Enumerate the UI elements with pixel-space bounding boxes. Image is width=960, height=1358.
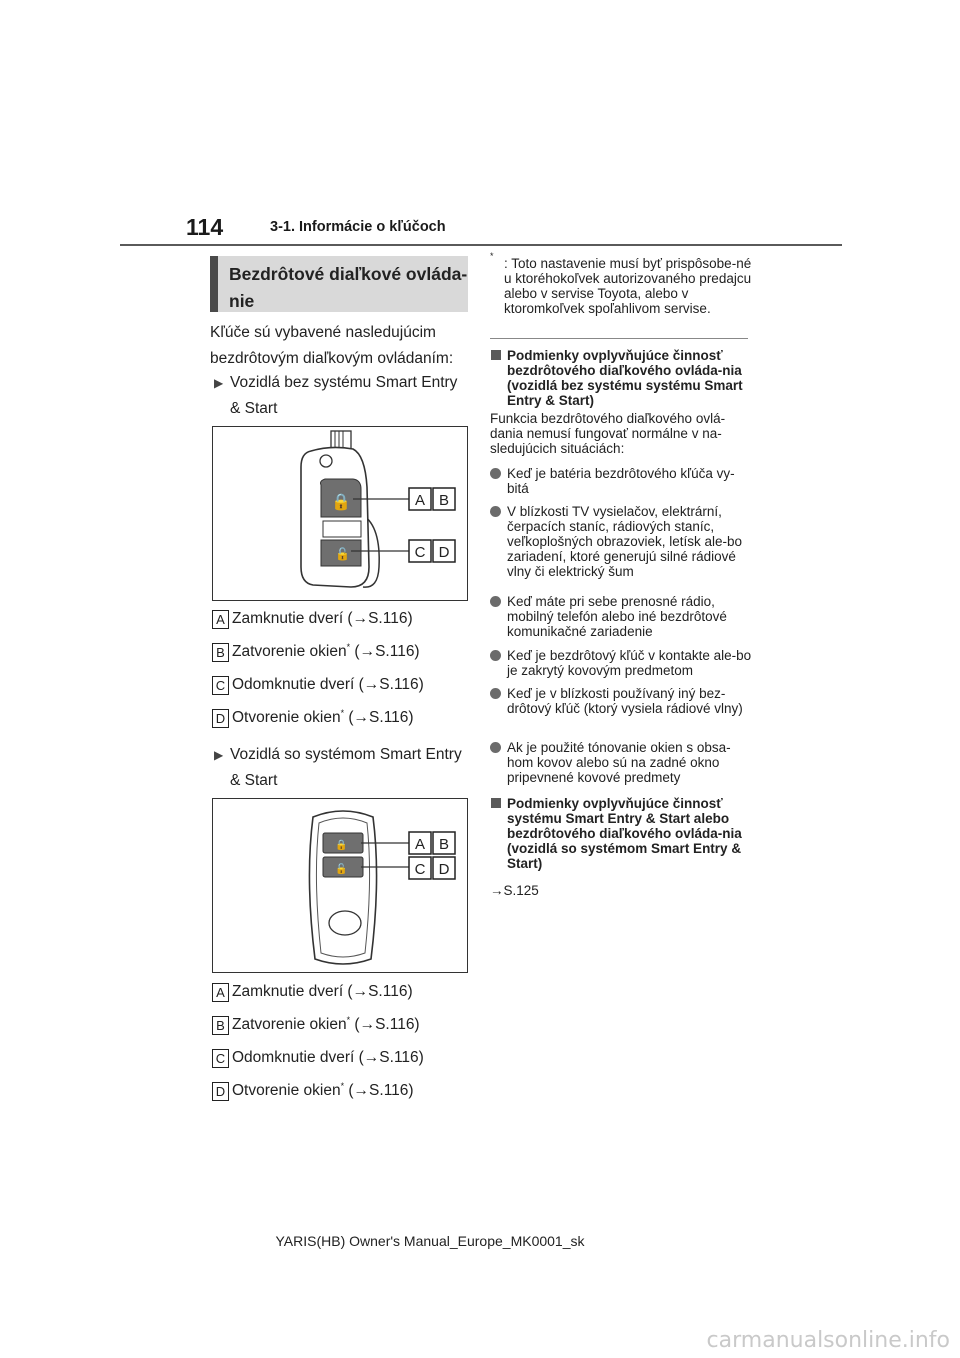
- legend-letter: B: [212, 643, 229, 662]
- legend-text: Zamknutie dverí (→S.116): [232, 610, 413, 627]
- legend-letter: D: [212, 1082, 229, 1101]
- legend-letter: A: [212, 610, 229, 629]
- legend-letter: A: [212, 983, 229, 1002]
- bullet-item: Keď máte pri sebe prenosné rádio, mobilný telefón alebo iné bezdrôtové komunikačné zariadenie: [490, 594, 752, 639]
- watermark: carmanualsonline.info: [706, 1328, 950, 1353]
- fig1-label-c: C: [414, 544, 426, 561]
- box-title: Bezdrôtové diaľkové ovláda-nie: [210, 256, 468, 312]
- footnote-star: *: [340, 707, 345, 718]
- footnote-star: *: [346, 641, 351, 652]
- smart-key-illustration: [213, 799, 467, 972]
- legend-text: Otvorenie okien* (→S.116): [232, 707, 414, 726]
- bullet-item: Keď je batéria bezdrôtového kľúča vy-bitá: [490, 466, 752, 496]
- circle-bullet-icon: [490, 506, 501, 517]
- bullet-item: V blízkosti TV vysielačov, elektrární, čerpacích staníc, rádiových staníc, veľkoplošných obrazoviek, letísk ale-bo zariadení, ktoré generujú silné rádiové vlny či elektrický šum: [490, 504, 752, 579]
- footnote: * : Toto nastavenie musí byť prispôsobe-né u ktoréhokoľvek autorizovaného predajcu alebo v servise Toyota, alebo v ktoromkoľvek spoľahlivom servise.: [490, 251, 752, 316]
- svg-text:🔒: 🔒: [335, 840, 348, 851]
- legend-text: Odomknutie dverí (→S.116): [232, 1049, 424, 1066]
- legend-letter: C: [212, 676, 229, 695]
- circle-bullet-icon: [490, 468, 501, 479]
- fig2-label-b: B: [438, 836, 450, 853]
- footnote-star: *: [346, 1014, 351, 1025]
- fig1-label-a: A: [414, 492, 426, 509]
- page-reference-link[interactable]: →S.125: [490, 883, 539, 898]
- variant-label: Vozidlá bez systému Smart Entry & Start: [230, 374, 458, 417]
- fig1-label-d: D: [438, 544, 450, 561]
- square-bullet-icon: [491, 798, 501, 808]
- section-title: 3-1. Informácie o kľúčoch: [270, 219, 446, 235]
- legend-text: Zatvorenie okien* (→S.116): [232, 641, 420, 660]
- circle-bullet-icon: [490, 688, 501, 699]
- footer: [0, 1233, 960, 1249]
- footnote-rule: [490, 338, 748, 339]
- variant-label: Vozidlá so systémom Smart Entry & Start: [230, 746, 462, 789]
- heading-conditions-smart-entry: Podmienky ovplyvňujúce činnosť systému Smart Entry & Start alebo bezdrôtového diaľkového ovláda-nia (vozidlá so systémom Smart Entry & Start): [490, 796, 752, 871]
- variant-without-smart-entry: [212, 370, 462, 422]
- legend-text: Zamknutie dverí (→S.116): [232, 983, 413, 1000]
- flip-key-illustration: [213, 427, 467, 600]
- circle-bullet-icon: [490, 650, 501, 661]
- bullet-item: Keď je bezdrôtový kľúč v kontakte ale-bo je zakrytý kovovým predmetom: [490, 648, 752, 678]
- footnote-star: *: [340, 1080, 345, 1091]
- triangle-bullet-icon: ▶: [214, 376, 224, 390]
- variant-with-smart-entry: [212, 742, 462, 794]
- triangle-bullet-icon: ▶: [214, 748, 224, 762]
- legend-letter: B: [212, 1016, 229, 1035]
- key-figure-smart: [212, 798, 468, 973]
- intro-text: Kľúče sú vybavené nasledujúcim bezdrôtovým diaľkovým ovládaním:: [210, 324, 454, 367]
- paragraph-conditions: Funkcia bezdrôtového diaľkového ovlá-dania nemusí fungovať normálne v na-sledujúcich situáciách:: [490, 411, 726, 456]
- legend-text: Zatvorenie okien* (→S.116): [232, 1014, 420, 1033]
- fig2-label-d: D: [438, 861, 450, 878]
- header-rule: [120, 244, 842, 246]
- legend-text: Otvorenie okien* (→S.116): [232, 1080, 414, 1099]
- bullet-item: Keď je v blízkosti používaný iný bez-drôtový kľúč (ktorý vysiela rádiové vlny): [490, 686, 752, 716]
- legend-text: Odomknutie dverí (→S.116): [232, 676, 424, 693]
- fig2-label-a: A: [414, 836, 426, 853]
- legend-letter: D: [212, 709, 229, 728]
- square-bullet-icon: [491, 350, 501, 360]
- legend-letter: C: [212, 1049, 229, 1068]
- fig2-label-c: C: [414, 861, 426, 878]
- fig1-label-b: B: [438, 492, 450, 509]
- page-number: 114: [186, 214, 224, 240]
- heading-conditions-remote: Podmienky ovplyvňujúce činnosť bezdrôtového diaľkového ovláda-nia (vozidlá bez systému systému Smart Entry & Start): [490, 348, 752, 408]
- footnote-text: : Toto nastavenie musí byť prispôsobe-né u ktoréhokoľvek autorizovaného predajcu alebo v servise Toyota, alebo v ktoromkoľvek spoľahlivom servise.: [504, 256, 752, 316]
- svg-text:🔒: 🔒: [331, 492, 351, 511]
- bullet-item: Ak je použité tónovanie okien s obsa-hom kovov alebo sú na zadné okno pripevnené kovové predmety: [490, 740, 752, 785]
- key-figure-flip: [212, 426, 468, 601]
- circle-bullet-icon: [490, 742, 501, 753]
- footer-text: YARIS(HB) Owner's Manual_Europe_MK0001_sk: [275, 1233, 585, 1249]
- circle-bullet-icon: [490, 596, 501, 607]
- svg-text:🔓: 🔓: [335, 547, 350, 561]
- svg-text:🔓: 🔓: [335, 864, 348, 875]
